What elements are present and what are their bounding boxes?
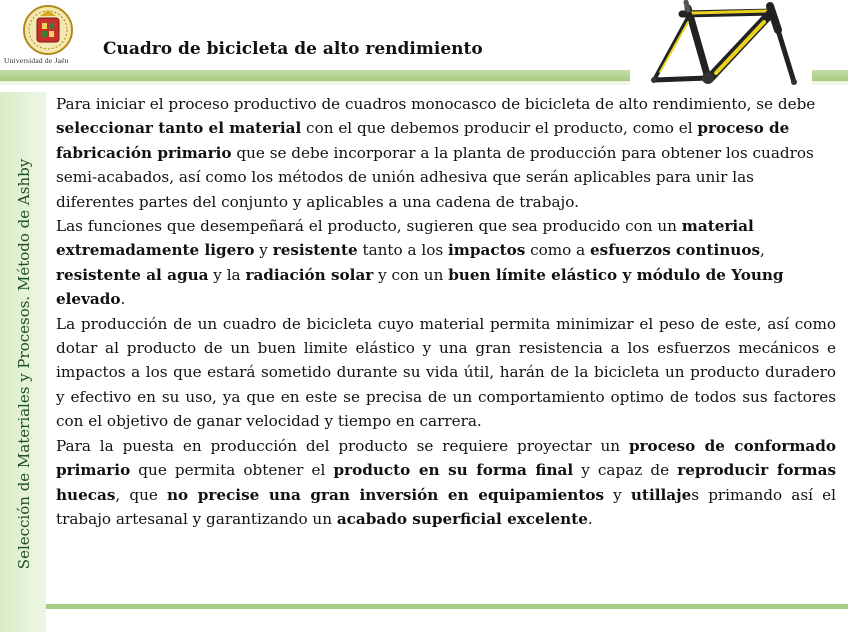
paragraph-3: La producción de un cuadro de bicicleta cuyo material permita minimizar el peso de este, así como dotar al producto de un buen limite elástico y una gran resistencia a los esfuerzos mecánicos e impactos a los que estará sometido durante su vida útil, harán de la bicicleta un producto duradero y efectivo en su uso, ya que en este se precisa de un comportamiento optimo de todos sus factores con el objetivo de ganar velocidad y tiempo en carrera. <box>56 314 836 431</box>
emphasis: no precise una gran inversión en equipamientos <box>167 485 605 504</box>
emphasis: impactos <box>448 241 526 260</box>
main-content <box>56 92 836 531</box>
emphasis: resistente <box>272 241 358 260</box>
emphasis: seleccionar tanto el material <box>56 119 302 138</box>
emphasis: producto en su forma final <box>333 461 574 480</box>
emphasis: acabado superficial excelente <box>336 509 588 528</box>
emphasis: buen límite elástico y módulo de Young elevado <box>56 265 784 309</box>
emphasis: proceso de conformado primario <box>56 436 836 480</box>
sidebar-label: Selección de Materiales y Procesos. Método de Ashby <box>15 158 33 570</box>
paragraph-2: Las funciones que desempeñará el producto, sugieren que sea producido con un material extremadamente ligero y resistente tanto a los impactos como a esfuerzos continuos, resistente al agua y la radiación solar y con un buen límite elástico y módulo de Young elevado. <box>56 217 784 309</box>
emphasis: material extremadamente ligero <box>56 217 754 260</box>
emphasis: proceso de fabricación primario <box>56 119 790 162</box>
page-title: Cuadro de bicicleta de alto rendimiento <box>103 39 483 59</box>
emphasis: esfuerzos continuos <box>590 241 761 260</box>
logo-caption: Universidad de Jaén <box>4 56 69 65</box>
emphasis: resistente al agua <box>56 265 209 284</box>
paragraph-4: Para la puesta en producción del producto se requiere proyectar un proceso de conformado primario que permita obtener el producto en su forma final y capaz de reproducir formas huecas, que no precise una gran inversión en equipamientos y utillajes primando así el trabajo artesanal y garantizando un acabado superficial excelente. <box>56 436 836 528</box>
emphasis: radiación solar <box>245 265 374 284</box>
emphasis: utillaje <box>630 485 692 504</box>
paragraph-1: Para iniciar el proceso productivo de cuadros monocasco de bicicleta de alto rendimiento, se debe seleccionar tanto el material con el que debemos producir el producto, como el proceso de fabricación primario que se debe incorporar a la planta de producción para obtener los cuadros semi-acabados, así como los métodos de unión adhesiva que serán aplicables para unir las diferentes partes del conjunto y aplicables a una cadena de trabajo. <box>56 95 816 211</box>
university-seal-icon <box>6 4 90 60</box>
footer-bar <box>46 604 848 609</box>
bicycle-frame-image <box>630 0 812 96</box>
emphasis: reproducir formas huecas <box>56 461 836 504</box>
